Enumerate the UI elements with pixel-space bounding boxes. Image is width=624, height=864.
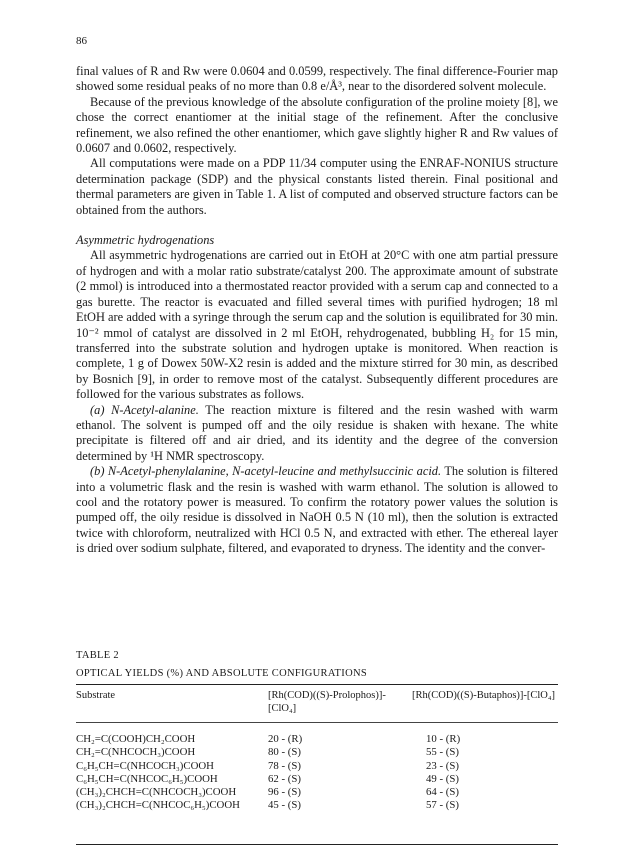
body-text: [76, 64, 558, 557]
prolophos-cell: 62 - (S): [268, 772, 301, 785]
butaphos-cell: 10 - (R): [426, 733, 461, 745]
prolophos-cell: 80 - (S): [268, 746, 301, 759]
paragraph-hydrogenations: All asymmetric hydrogenations are carried out in EtOH at 20°C with one atm partial pressure of hydrogen and with a molar ratio substrate/catalyst 200. The approximate amount of substrate (2 mmol) is introduced into a thermostated reactor provided with a serum cap and connected to a gas burette. The reactor is evacuated and filled several times with purified hydrogen; 18 ml EtOH are added with a syringe through the serum cap and the solution is equilibrated for 30 min. 10⁻² mmol of catalyst are dissolved in 2 ml EtOH, rehydrogenated, bubbling H₂ for 15 min, transferred into the substrate solution and hydrogen uptake is monitored. When reaction is complete, 1 g of Dowex 50W-X2 resin is added and the mixture stirred for 30 min, as described by Bosnich [9], in order to remove most of the catalyst. Subsequently different procedures are followed for the various substrates as follows.: [76, 248, 558, 402]
table-caption: OPTICAL YIELDS (%) AND ABSOLUTE CONFIGURATIONS: [76, 668, 367, 679]
table-row: [76, 799, 558, 812]
substrate-cell: (CH₃)₂CHCH=C(NHCOCH₃)COOH: [76, 786, 237, 799]
procedure-a-label: (a) N-Acetyl-alanine.: [90, 402, 199, 417]
prolophos-cell: 45 - (S): [268, 799, 301, 812]
table-row: [76, 786, 558, 799]
table-header-rule: [76, 722, 558, 723]
paragraph-computations: All computations were made on a PDP 11/34 computer using the ENRAF-NONIUS structure determination package (SDP) and the physical constants listed therein. Final positional and thermal parameters are given in Table 1. A list of computed and observed structure factors can be obtained from the authors.: [76, 156, 558, 217]
table-header-substrate: Substrate: [76, 690, 116, 701]
paragraph-continuation: final values of R and Rw were 0.0604 and 0.0599, respectively. The final difference-Fourier map showed some residual peaks of no more than 0.8 e/Å³, near to the disordered solvent molecule.: [76, 64, 558, 94]
paragraph-procedure-b: [76, 464, 558, 556]
butaphos-cell: 64 - (S): [426, 786, 459, 799]
procedure-a-text: The reaction mixture is filtered and the resin washed with warm ethanol. The solvent is pumped off and the oily residue is shaken with hexane. The white precipitate is filtered off and air dried, and its identity and the degree of the conversion determined by ¹H NMR spectroscopy.: [76, 402, 559, 463]
table-row: [76, 746, 558, 759]
table-row: [76, 760, 558, 773]
butaphos-cell: 23 - (S): [426, 759, 459, 772]
prolophos-cell: 78 - (S): [268, 759, 301, 772]
page-number: 86: [76, 35, 87, 47]
paragraph-procedure-a: [76, 403, 558, 465]
section-heading: Asymmetric hydrogenations: [76, 233, 215, 248]
butaphos-cell: 49 - (S): [426, 772, 459, 785]
table-header-butaphos: [Rh(COD)((S)-Butaphos)]-[ClO₄]: [412, 690, 556, 701]
table-row: [76, 773, 558, 786]
substrate-cell: CH₂=C(COOH)CH₂COOH: [76, 733, 196, 745]
table-body: [76, 733, 558, 813]
table-label: TABLE 2: [76, 650, 119, 661]
butaphos-cell: 57 - (S): [426, 799, 459, 812]
table-row: [76, 733, 558, 746]
paragraph-enantiomer: Because of the previous knowledge of the absolute configuration of the proline moiety [8], we chose the correct enantiomer at the initial stage of the refinement. After the conclusive refinement, we also refined the other enantiomer, which gave slightly higher R and Rw values of 0.0607 and 0.0602, respectively.: [76, 94, 558, 156]
prolophos-cell: 96 - (S): [268, 786, 301, 799]
substrate-cell: C₆H₅CH=C(NHCOC₆H₅)COOH: [76, 772, 218, 785]
table-header-prolophos: [Rh(COD)((S)-Prolophos)]-[ClO₄]: [268, 690, 386, 714]
procedure-b-label: (b) N-Acetyl-phenylalanine, N-acetyl-leucine and methylsuccinic acid.: [90, 464, 442, 479]
table-bottom-rule: [76, 844, 558, 845]
substrate-cell: (CH₃)₂CHCH=C(NHCOC₆H₅)COOH: [76, 799, 240, 812]
table-top-rule: [76, 684, 558, 685]
prolophos-cell: 20 - (R): [268, 733, 303, 745]
procedure-b-text: The solution is filtered into a volumetric flask and the resin is washed with warm ethanol. The solution is allowed to cool and the rotatory power is measured. To confirm the rotatory power values the solution is pumped off, the oily residue is dissolved in NaOH 0.5 N (10 ml), then the solution is extracted twice with chloroform, neutralized with HCl 0.5 N, and extracted with ether. The ethereal layer is dried over sodium sulphate, filtered, and evaporated to dryness. The identity and the conver-: [76, 464, 558, 556]
butaphos-cell: 55 - (S): [426, 746, 459, 759]
substrate-cell: CH₂=C(NHCOCH₃)COOH: [76, 746, 196, 759]
substrate-cell: C₆H₅CH=C(NHCOCH₃)COOH: [76, 759, 214, 772]
